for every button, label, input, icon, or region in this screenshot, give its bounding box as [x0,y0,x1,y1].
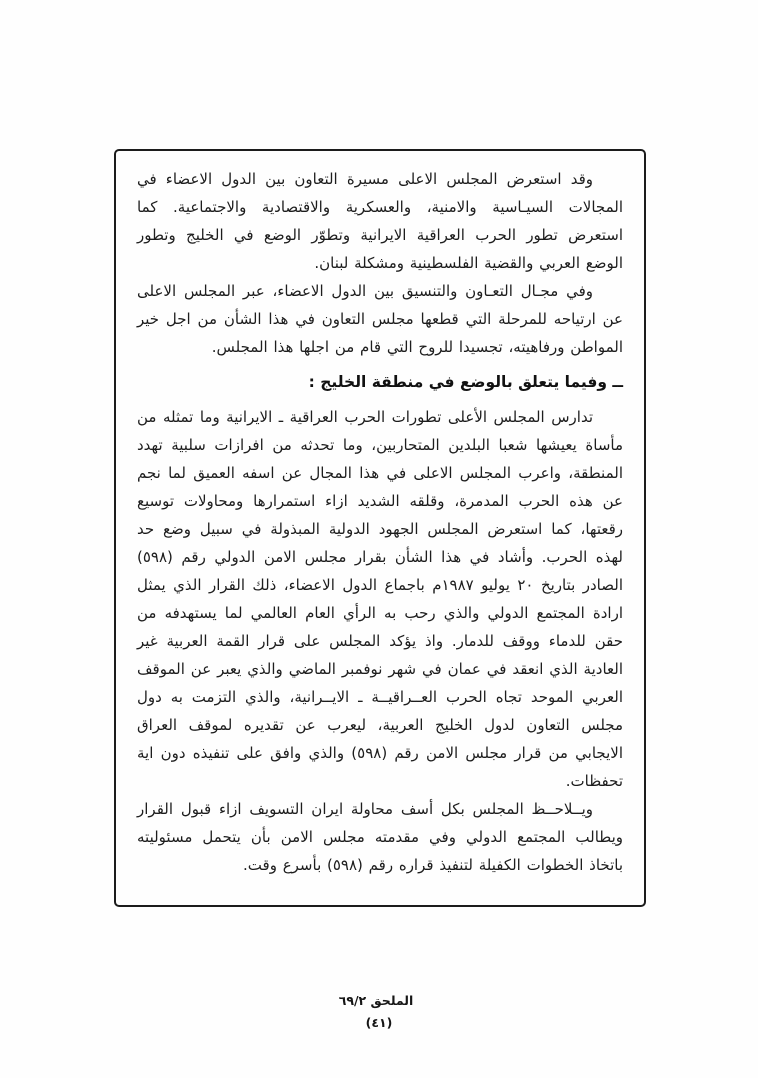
page-footer [0,993,758,1030]
paragraph-iran-delay: ويــلاحــظ المجلس بكل أسف محاولة ايران التسويف ازاء قبول القرار ويطالب المجتمع الدولي وفي مقدمته مجلس الامن بأن يتحمل مسئوليته باتخاذ الخطوات الكفيلة لتنفيذ قراره رقم (٥٩٨) بأسرع وقت. [137,800,623,874]
section-heading-gulf-situation: ــ وفيما يتعلق بالوضع في منطقة الخليج : [308,373,623,391]
page-number: (٤١) [365,1015,393,1030]
paragraph-cooperation-review: وقد استعرض المجلس الاعلى مسيرة التعاون بين الدول الاعضاء في المجالات السيـاسية والامنية، والعسكرية والاقتصادية والاجتماعية. كما استعرض تطور الحرب العراقية الايرانية وتطوّر الوضع في الخليج وتطور الوضع العربي والقضية الفلسطينية ومشكلة لبنان. [137,170,623,272]
paragraph-coordination: وفي مجـال التعـاون والتنسيق بين الدول الاعضاء، عبر المجلس الاعلى عن ارتياحه للمرحلة التي قطعها مجلس التعاون في هذا الشأن من اجل خير المواطن ورفاهيته، تجسيدا للروح التي قام من اجلها هذا المجلس. [137,282,623,356]
annex-label: الملحق ٦٩/٢ [338,993,414,1008]
document-frame [114,149,646,907]
paragraph-war-developments: تدارس المجلس الأعلى تطورات الحرب العراقية ـ الايرانية وما تمثله من مأساة يعيشها شعبا البلدين المتحاربين، وما تحدثه من افرازات سلبية تهدد المنطقة، واعرب المجلس الاعلى في هذا المجال عن اسفه العميق لما نجم عن هذه الحرب المدمرة، وقلقه الشديد ازاء استمرارها ومحاولات توسيع رقعتها، كما استعرض المجلس الجهود الدولية المبذولة في سبيل وضع حد لهذه الحرب. وأشاد في هذا الشأن بقرار مجلس الامن الدولي رقم (٥٩٨) الصادر بتاريخ ٢٠ يوليو ١٩٨٧م باجماع الدول الاعضاء، ذلك القرار الذي يمثل ارادة المجتمع الدولي والذي رحب به الرأي العام العالمي لما يستهدفه من حقن للدماء ووقف للدمار. واذ يؤكد المجلس على قرار القمة العربية غير العادية الذي انعقد في عمان في شهر نوفمبر الماضي والذي يعبر عن الموقف العربي الموحد تجاه الحرب العــراقيــة ـ الايــرانية، والذي التزمت به دول مجلس التعاون لدول الخليج العربية، ليعرب عن تقديره لموقف العراق الايجابي من قرار مجلس الامن رقم (٥٩٨) والذي وافق على تنفيذه دون اية تحفظات. [137,408,623,790]
